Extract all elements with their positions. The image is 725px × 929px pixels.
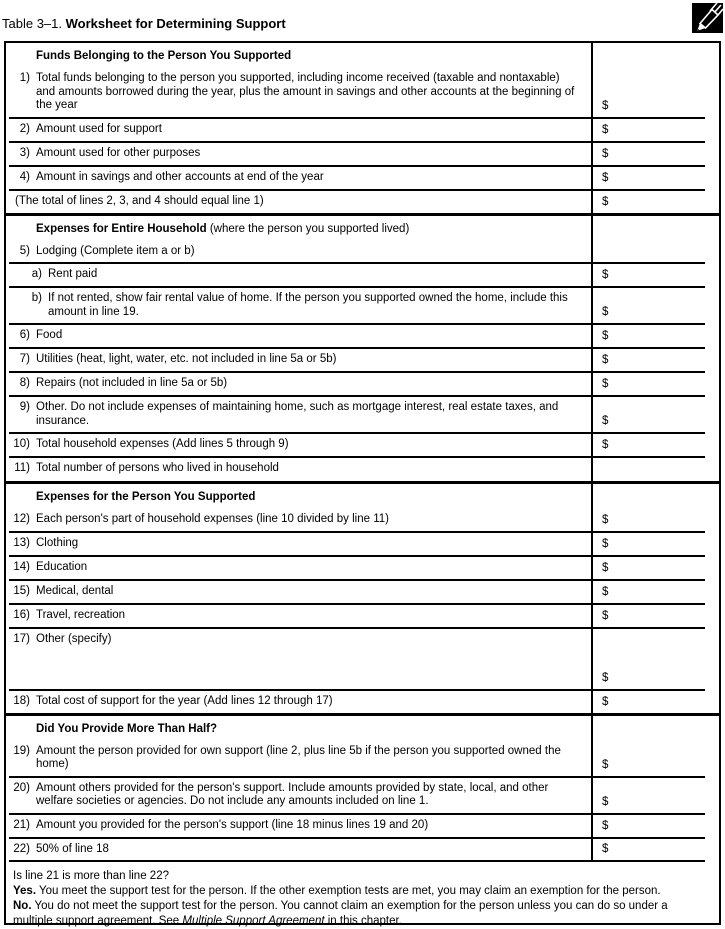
amount-cell-line-1 bbox=[591, 43, 719, 117]
amount-cell-line-18 bbox=[591, 691, 719, 713]
row-line-20 bbox=[6, 778, 719, 813]
amount-cell-line-11 bbox=[591, 458, 719, 481]
line-12 bbox=[10, 513, 583, 527]
amount-cell-line-16 bbox=[591, 605, 719, 627]
dollar-sign: $ bbox=[602, 195, 609, 208]
row-line-6 bbox=[6, 325, 719, 347]
row-line-5b bbox=[6, 288, 719, 323]
line-text: Travel, recreation bbox=[36, 608, 126, 621]
line-9 bbox=[10, 401, 583, 428]
line-text: Food bbox=[36, 329, 63, 341]
worksheet-table bbox=[4, 41, 721, 925]
amount-cell-line-14 bbox=[591, 557, 719, 579]
amount-cell-line-22 bbox=[591, 839, 719, 861]
amount-cell-line-19 bbox=[591, 716, 719, 776]
row-household-header-line-5 bbox=[6, 216, 719, 263]
row-line-7 bbox=[6, 349, 719, 371]
amount-cell-line-5a bbox=[591, 264, 719, 286]
amount-cell-line-3 bbox=[591, 143, 719, 165]
dollar-sign: $ bbox=[602, 354, 609, 366]
amount-cell-line-12 bbox=[591, 484, 719, 531]
line-letter: a) bbox=[31, 268, 42, 280]
line-text: Amount used for support bbox=[36, 122, 162, 135]
section-header-note: (where the person you supported lived) bbox=[209, 222, 410, 235]
page-title bbox=[2, 16, 286, 31]
footer-yes: Yes. You meet the support test for the person. If the other exemption tests are met, you may claim an exemption for the person. bbox=[13, 885, 661, 897]
amount-cell-funds-total bbox=[591, 191, 719, 213]
line-number: 20) bbox=[13, 781, 30, 794]
dollar-sign: $ bbox=[602, 306, 609, 318]
dollar-sign: $ bbox=[602, 671, 609, 684]
line-20 bbox=[10, 782, 583, 809]
line-text: Clothing bbox=[36, 536, 79, 549]
row-line-11 bbox=[6, 458, 719, 481]
row-funds-total-note bbox=[6, 191, 719, 213]
dollar-sign: $ bbox=[602, 609, 609, 622]
total-note bbox=[10, 195, 583, 209]
amount-cell-line-4 bbox=[591, 167, 719, 189]
line-number: 2) bbox=[19, 122, 30, 135]
row-line-21 bbox=[6, 815, 719, 837]
footer-note bbox=[6, 862, 719, 929]
line-18 bbox=[10, 695, 583, 709]
amount-cell-line-9 bbox=[591, 397, 719, 432]
row-line-3 bbox=[6, 143, 719, 165]
line-text: Other (specify) bbox=[36, 632, 112, 645]
amount-cell-line-13 bbox=[591, 533, 719, 555]
line-5b bbox=[10, 292, 583, 319]
row-line-2 bbox=[6, 119, 719, 141]
line-number: 8) bbox=[19, 377, 30, 389]
line-text: Total cost of support for the year (Add lines 12 through 17) bbox=[36, 694, 333, 707]
line-text: Rent paid bbox=[48, 268, 98, 280]
dollar-sign: $ bbox=[602, 439, 609, 451]
amount-cell-line-5b bbox=[591, 288, 719, 323]
line-number: 13) bbox=[13, 536, 30, 549]
line-1 bbox=[10, 72, 583, 113]
section-header-funds: Funds Belonging to the Person You Supported bbox=[36, 50, 292, 62]
amount-cell-line-7 bbox=[591, 349, 719, 371]
line-14 bbox=[10, 561, 583, 575]
amount-cell-line-10 bbox=[591, 434, 719, 456]
cross-reference: Multiple Support Agreement bbox=[182, 915, 325, 927]
line-16 bbox=[10, 609, 583, 623]
row-line-4 bbox=[6, 167, 719, 189]
dollar-sign: $ bbox=[602, 171, 609, 184]
amount-cell-line-6 bbox=[591, 325, 719, 347]
line-21 bbox=[10, 819, 583, 833]
section-header-household: Expenses for Entire Household (where the person you supported lived) bbox=[36, 222, 410, 235]
line-22 bbox=[10, 843, 583, 857]
dollar-sign: $ bbox=[602, 585, 609, 598]
line-number: 21) bbox=[13, 818, 30, 831]
row-line-8 bbox=[6, 373, 719, 395]
line-number: 1) bbox=[19, 72, 30, 84]
row-line-22 bbox=[6, 839, 719, 861]
amount-cell-line-20 bbox=[591, 778, 719, 813]
line-17 bbox=[10, 633, 583, 647]
dollar-sign: $ bbox=[602, 415, 609, 427]
row-person-header-line-12 bbox=[6, 484, 719, 531]
line-13 bbox=[10, 537, 583, 551]
line-number: 5) bbox=[19, 244, 30, 257]
line-15 bbox=[10, 585, 583, 599]
line-text: Total number of persons who lived in household bbox=[36, 462, 279, 474]
line-5 bbox=[10, 245, 583, 259]
dollar-sign: $ bbox=[602, 819, 609, 832]
line-number: 14) bbox=[13, 560, 30, 573]
line-number: 3) bbox=[19, 146, 30, 159]
dollar-sign: $ bbox=[602, 99, 609, 112]
line-text: Amount you provided for the person's support (line 18 minus lines 19 and 20) bbox=[36, 818, 429, 831]
line-3 bbox=[10, 147, 583, 161]
section-header-half: Did You Provide More Than Half? bbox=[36, 722, 218, 735]
row-line-9 bbox=[6, 397, 719, 432]
line-8 bbox=[10, 377, 583, 391]
amount-cell-line-15 bbox=[591, 581, 719, 603]
line-7 bbox=[10, 353, 583, 367]
line-number: 6) bbox=[19, 329, 30, 341]
line-number: 18) bbox=[13, 694, 30, 707]
row-line-14 bbox=[6, 557, 719, 579]
line-number: 10) bbox=[13, 438, 30, 450]
line-number: 12) bbox=[13, 513, 30, 525]
row-line-10 bbox=[6, 434, 719, 456]
row-line-18 bbox=[6, 691, 719, 713]
line-text: Amount the person provided for own support (line 2, plus line 5b if the person you supported owned the home) bbox=[36, 744, 561, 770]
dollar-sign: $ bbox=[602, 561, 609, 574]
line-number: 15) bbox=[13, 584, 30, 597]
table-number: Table 3–1. bbox=[2, 16, 62, 31]
dollar-sign: $ bbox=[602, 147, 609, 160]
line-4 bbox=[10, 171, 583, 185]
dollar-sign: $ bbox=[602, 513, 609, 526]
row-funds-header-line-1 bbox=[6, 43, 719, 117]
line-text: If not rented, show fair rental value of home. If the person you supported owned the home, include this amount in line 19. bbox=[48, 292, 568, 318]
line-text: (The total of lines 2, 3, and 4 should equal line 1) bbox=[15, 194, 264, 207]
line-text: Amount used for other purposes bbox=[36, 146, 201, 159]
yes-label: Yes. bbox=[13, 885, 37, 897]
footer-no: No. You do not meet the support test for the person. You cannot claim an exemption for the person unless you can do so under a multiple support agreement. See Multiple Support Agreement in this chapter. bbox=[13, 900, 668, 927]
dollar-sign: $ bbox=[602, 378, 609, 390]
line-text: Amount in savings and other accounts at end of the year bbox=[36, 170, 324, 183]
line-2 bbox=[10, 123, 583, 137]
row-line-17 bbox=[6, 629, 719, 689]
line-text: Repairs (not included in line 5a or 5b) bbox=[36, 377, 228, 389]
line-10 bbox=[10, 438, 583, 452]
footer-question: Is line 21 is more than line 22? bbox=[13, 870, 169, 882]
line-number: 9) bbox=[19, 401, 30, 413]
amount-cell-line-5 bbox=[591, 216, 719, 263]
dollar-sign: $ bbox=[602, 269, 609, 281]
line-text: Total funds belonging to the person you supported, including income received (taxable and nontaxable) and amounts borrowed during the year, plus the amount in savings and other accounts at the beginning of the year bbox=[36, 72, 575, 111]
section-header-person: Expenses for the Person You Supported bbox=[36, 491, 256, 503]
dollar-sign: $ bbox=[602, 758, 609, 771]
line-number: 22) bbox=[13, 842, 30, 855]
line-text: Other. Do not include expenses of maintaining home, such as mortgage interest, real estate taxes, and insurance. bbox=[36, 401, 559, 427]
line-text: Medical, dental bbox=[36, 584, 114, 597]
table-title: Worksheet for Determining Support bbox=[65, 16, 286, 31]
row-half-header-line-19 bbox=[6, 716, 719, 776]
amount-cell-line-2 bbox=[591, 119, 719, 141]
line-number: 16) bbox=[13, 608, 30, 621]
pencil-icon bbox=[692, 3, 723, 33]
line-text: Total household expenses (Add lines 5 through 9) bbox=[36, 438, 289, 450]
dollar-sign: $ bbox=[602, 123, 609, 136]
line-number: 7) bbox=[19, 353, 30, 365]
dollar-sign: $ bbox=[602, 795, 609, 808]
line-number: 19) bbox=[13, 744, 30, 757]
row-line-15 bbox=[6, 581, 719, 603]
line-19 bbox=[10, 745, 583, 772]
line-text: Each person's part of household expenses (line 10 divided by line 11) bbox=[36, 513, 389, 525]
amount-cell-line-8 bbox=[591, 373, 719, 395]
line-6 bbox=[10, 329, 583, 343]
row-line-16 bbox=[6, 605, 719, 627]
no-label: No. bbox=[13, 900, 32, 912]
dollar-sign: $ bbox=[602, 537, 609, 550]
line-number: 17) bbox=[13, 632, 30, 645]
line-11 bbox=[10, 462, 583, 476]
line-number: 4) bbox=[19, 170, 30, 183]
line-letter: b) bbox=[31, 292, 42, 304]
line-number: 11) bbox=[14, 462, 30, 474]
row-line-13 bbox=[6, 533, 719, 555]
amount-cell-line-17 bbox=[591, 629, 719, 689]
dollar-sign: $ bbox=[602, 330, 609, 342]
line-text: 50% of line 18 bbox=[36, 842, 109, 855]
amount-cell-line-21 bbox=[591, 815, 719, 837]
dollar-sign: $ bbox=[602, 843, 609, 855]
line-text: Utilities (heat, light, water, etc. not included in line 5a or 5b) bbox=[36, 353, 337, 365]
row-line-5a bbox=[6, 264, 719, 286]
line-text: Amount others provided for the person's support. Include amounts provided by state, local, and other welfare societies or agencies. Do not include any amounts included on line 1. bbox=[36, 781, 549, 807]
dollar-sign: $ bbox=[602, 695, 609, 708]
line-text: Education bbox=[36, 560, 88, 573]
line-5a bbox=[10, 268, 583, 282]
line-text: Lodging (Complete item a or b) bbox=[36, 244, 195, 257]
